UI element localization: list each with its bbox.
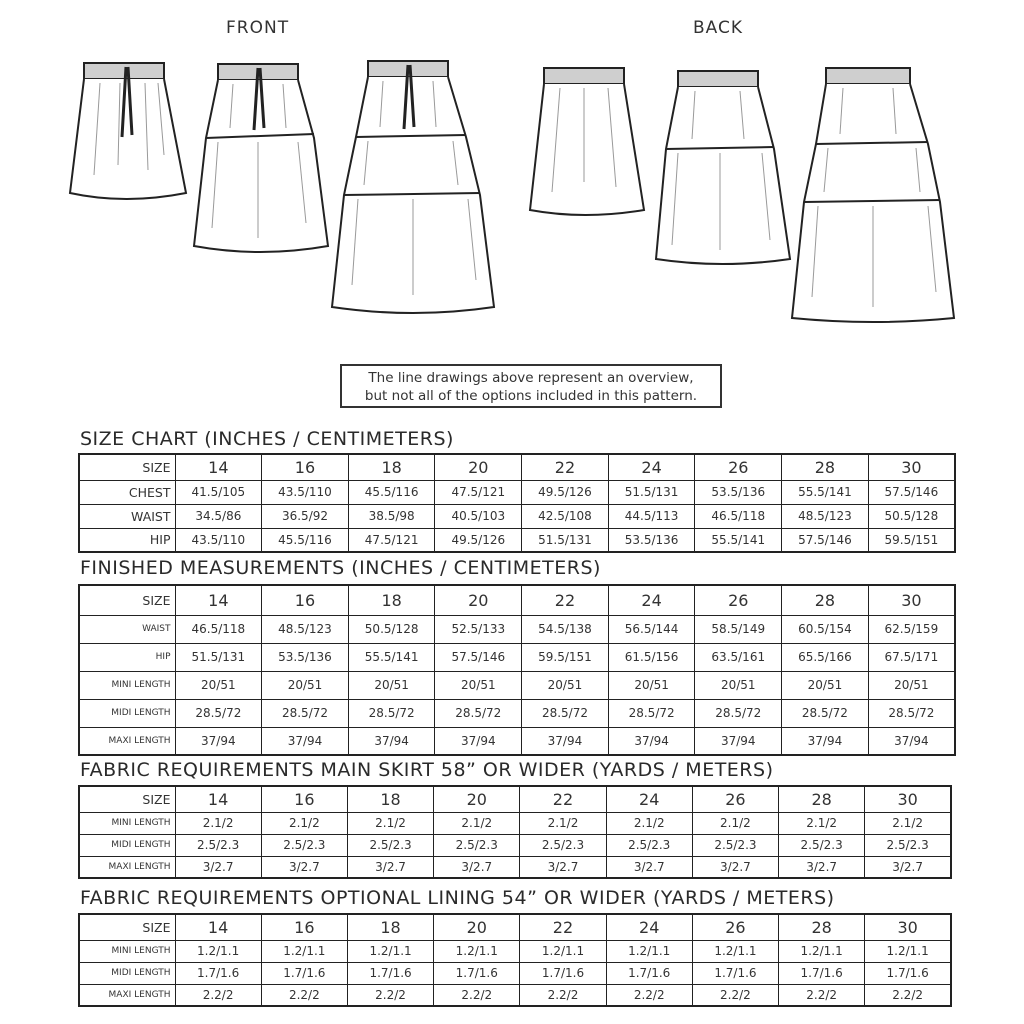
table-cell: 28.5/72 xyxy=(175,699,262,727)
fabric-lining-table xyxy=(78,913,952,1007)
table-cell: 37/94 xyxy=(175,727,262,755)
fabric-main-table xyxy=(78,785,952,879)
size-cell: 30 xyxy=(865,786,951,812)
table-cell: 55.5/141 xyxy=(782,480,869,504)
size-cell: 20 xyxy=(435,585,522,615)
size-cell: 22 xyxy=(522,454,609,480)
table-cell: 3/2.7 xyxy=(606,856,692,878)
overview-note xyxy=(340,364,722,408)
size-cell: 26 xyxy=(695,585,782,615)
table-row xyxy=(79,962,951,984)
table-cell: 20/51 xyxy=(262,671,349,699)
row-label: SIZE xyxy=(79,454,175,480)
size-cell: 24 xyxy=(606,786,692,812)
size-cell: 24 xyxy=(606,914,692,940)
table-cell: 53.5/136 xyxy=(608,528,695,552)
table-cell: 65.5/166 xyxy=(782,643,869,671)
table-cell: 2.5/2.3 xyxy=(347,834,433,856)
table-cell: 59.5/151 xyxy=(868,528,955,552)
table-cell: 1.7/1.6 xyxy=(261,962,347,984)
size-cell: 24 xyxy=(608,454,695,480)
table-cell: 62.5/159 xyxy=(868,615,955,643)
table-row xyxy=(79,812,951,834)
size-cell: 22 xyxy=(522,585,609,615)
overview-note-line-1: The line drawings above represent an overview, xyxy=(368,370,694,386)
front-view-label: FRONT xyxy=(226,18,290,38)
back-mini-skirt-illustration xyxy=(522,62,652,222)
size-cell: 30 xyxy=(868,585,955,615)
table-cell: 37/94 xyxy=(608,727,695,755)
table-cell: 3/2.7 xyxy=(865,856,951,878)
table-cell: 45.5/116 xyxy=(348,480,435,504)
table-cell: 2.5/2.3 xyxy=(779,834,865,856)
table-cell: 2.2/2 xyxy=(865,984,951,1006)
table-cell: 28.5/72 xyxy=(782,699,869,727)
table-cell: 28.5/72 xyxy=(608,699,695,727)
overview-note-line-2: but not all of the options included in this pattern. xyxy=(364,388,698,404)
table-cell: 55.5/141 xyxy=(695,528,782,552)
size-cell: 14 xyxy=(175,914,261,940)
table-cell: 53.5/136 xyxy=(262,643,349,671)
back-midi-skirt-illustration xyxy=(650,65,795,270)
table-row xyxy=(79,480,955,504)
size-chart-title: SIZE CHART (INCHES / CENTIMETERS) xyxy=(80,428,454,450)
table-cell: 20/51 xyxy=(435,671,522,699)
size-chart-table xyxy=(78,453,956,553)
table-cell: 1.7/1.6 xyxy=(779,962,865,984)
table-cell: 2.1/2 xyxy=(261,812,347,834)
size-cell: 18 xyxy=(347,786,433,812)
row-label: SIZE xyxy=(79,914,175,940)
table-cell: 1.2/1.1 xyxy=(347,940,433,962)
table-cell: 2.2/2 xyxy=(779,984,865,1006)
table-cell: 2.2/2 xyxy=(347,984,433,1006)
size-cell: 14 xyxy=(175,786,261,812)
front-maxi-skirt-illustration xyxy=(328,55,498,320)
front-mini-skirt-illustration xyxy=(60,55,200,215)
table-cell: 44.5/113 xyxy=(608,504,695,528)
table-cell: 37/94 xyxy=(782,727,869,755)
size-cell: 22 xyxy=(520,786,606,812)
size-cell: 18 xyxy=(348,585,435,615)
front-midi-skirt-illustration xyxy=(188,58,333,263)
table-cell: 1.7/1.6 xyxy=(520,962,606,984)
table-row xyxy=(79,671,955,699)
table-cell: 20/51 xyxy=(782,671,869,699)
table-row xyxy=(79,727,955,755)
table-cell: 34.5/86 xyxy=(175,504,262,528)
size-cell: 16 xyxy=(261,914,347,940)
table-cell: 59.5/151 xyxy=(522,643,609,671)
size-cell: 22 xyxy=(520,914,606,940)
row-label: SIZE xyxy=(79,786,175,812)
table-cell: 20/51 xyxy=(348,671,435,699)
size-cell: 28 xyxy=(782,454,869,480)
row-label: MIDI LENGTH xyxy=(79,962,175,984)
size-cell: 26 xyxy=(695,454,782,480)
table-cell: 1.2/1.1 xyxy=(779,940,865,962)
table-cell: 2.1/2 xyxy=(865,812,951,834)
size-header-row xyxy=(79,585,955,615)
table-cell: 37/94 xyxy=(868,727,955,755)
table-cell: 56.5/144 xyxy=(608,615,695,643)
table-cell: 1.2/1.1 xyxy=(175,940,261,962)
table-cell: 57.5/146 xyxy=(868,480,955,504)
table-cell: 54.5/138 xyxy=(522,615,609,643)
table-cell: 57.5/146 xyxy=(782,528,869,552)
size-cell: 26 xyxy=(692,914,778,940)
table-cell: 49.5/126 xyxy=(522,480,609,504)
table-cell: 48.5/123 xyxy=(782,504,869,528)
table-cell: 36.5/92 xyxy=(262,504,349,528)
table-cell: 2.2/2 xyxy=(606,984,692,1006)
table-cell: 20/51 xyxy=(695,671,782,699)
table-cell: 3/2.7 xyxy=(175,856,261,878)
table-cell: 2.1/2 xyxy=(779,812,865,834)
table-row xyxy=(79,699,955,727)
size-cell: 14 xyxy=(175,454,262,480)
table-cell: 47.5/121 xyxy=(348,528,435,552)
finished-measurements-title: FINISHED MEASUREMENTS (INCHES / CENTIMETERS) xyxy=(80,557,601,579)
table-cell: 1.7/1.6 xyxy=(347,962,433,984)
fabric-main-title: FABRIC REQUIREMENTS MAIN SKIRT 58” OR WIDER (YARDS / METERS) xyxy=(80,759,774,781)
table-row xyxy=(79,504,955,528)
table-cell: 1.2/1.1 xyxy=(434,940,520,962)
size-cell: 28 xyxy=(779,786,865,812)
table-cell: 1.7/1.6 xyxy=(434,962,520,984)
table-cell: 37/94 xyxy=(435,727,522,755)
table-cell: 61.5/156 xyxy=(608,643,695,671)
table-cell: 2.5/2.3 xyxy=(434,834,520,856)
table-cell: 51.5/131 xyxy=(175,643,262,671)
row-label: WAIST xyxy=(79,504,175,528)
table-cell: 3/2.7 xyxy=(261,856,347,878)
table-cell: 60.5/154 xyxy=(782,615,869,643)
table-cell: 53.5/136 xyxy=(695,480,782,504)
table-cell: 1.7/1.6 xyxy=(865,962,951,984)
table-row xyxy=(79,834,951,856)
table-cell: 2.2/2 xyxy=(261,984,347,1006)
table-cell: 2.2/2 xyxy=(434,984,520,1006)
table-cell: 28.5/72 xyxy=(868,699,955,727)
table-row xyxy=(79,856,951,878)
row-label: MINI LENGTH xyxy=(79,671,175,699)
table-cell: 46.5/118 xyxy=(175,615,262,643)
table-cell: 2.1/2 xyxy=(520,812,606,834)
table-row xyxy=(79,940,951,962)
table-cell: 67.5/171 xyxy=(868,643,955,671)
table-cell: 3/2.7 xyxy=(520,856,606,878)
table-cell: 1.2/1.1 xyxy=(606,940,692,962)
table-cell: 3/2.7 xyxy=(434,856,520,878)
table-cell: 63.5/161 xyxy=(695,643,782,671)
table-cell: 3/2.7 xyxy=(779,856,865,878)
size-cell: 28 xyxy=(779,914,865,940)
size-cell: 30 xyxy=(868,454,955,480)
table-cell: 51.5/131 xyxy=(522,528,609,552)
table-cell: 2.5/2.3 xyxy=(175,834,261,856)
table-cell: 20/51 xyxy=(175,671,262,699)
table-cell: 2.2/2 xyxy=(175,984,261,1006)
table-cell: 2.1/2 xyxy=(434,812,520,834)
table-cell: 46.5/118 xyxy=(695,504,782,528)
table-cell: 37/94 xyxy=(522,727,609,755)
size-cell: 14 xyxy=(175,585,262,615)
size-cell: 18 xyxy=(347,914,433,940)
table-row xyxy=(79,984,951,1006)
size-header-row xyxy=(79,914,951,940)
table-cell: 40.5/103 xyxy=(435,504,522,528)
table-cell: 47.5/121 xyxy=(435,480,522,504)
table-cell: 20/51 xyxy=(608,671,695,699)
row-label: MAXI LENGTH xyxy=(79,984,175,1006)
row-label: SIZE xyxy=(79,585,175,615)
table-cell: 2.5/2.3 xyxy=(261,834,347,856)
table-cell: 55.5/141 xyxy=(348,643,435,671)
row-label: MINI LENGTH xyxy=(79,940,175,962)
table-row xyxy=(79,615,955,643)
table-cell: 2.5/2.3 xyxy=(692,834,778,856)
size-cell: 28 xyxy=(782,585,869,615)
table-cell: 37/94 xyxy=(262,727,349,755)
table-cell: 43.5/110 xyxy=(175,528,262,552)
row-label: WAIST xyxy=(79,615,175,643)
table-cell: 1.7/1.6 xyxy=(692,962,778,984)
table-cell: 45.5/116 xyxy=(262,528,349,552)
size-cell: 16 xyxy=(262,454,349,480)
table-row xyxy=(79,643,955,671)
table-row xyxy=(79,528,955,552)
size-cell: 20 xyxy=(434,786,520,812)
size-cell: 20 xyxy=(434,914,520,940)
size-cell: 16 xyxy=(262,585,349,615)
table-cell: 28.5/72 xyxy=(435,699,522,727)
table-cell: 49.5/126 xyxy=(435,528,522,552)
table-cell: 2.5/2.3 xyxy=(865,834,951,856)
table-cell: 1.7/1.6 xyxy=(606,962,692,984)
table-cell: 3/2.7 xyxy=(692,856,778,878)
table-cell: 57.5/146 xyxy=(435,643,522,671)
row-label: MIDI LENGTH xyxy=(79,834,175,856)
table-cell: 2.1/2 xyxy=(692,812,778,834)
table-cell: 37/94 xyxy=(348,727,435,755)
table-cell: 58.5/149 xyxy=(695,615,782,643)
table-cell: 43.5/110 xyxy=(262,480,349,504)
row-label: HIP xyxy=(79,528,175,552)
table-cell: 48.5/123 xyxy=(262,615,349,643)
table-cell: 42.5/108 xyxy=(522,504,609,528)
size-cell: 24 xyxy=(608,585,695,615)
table-cell: 37/94 xyxy=(695,727,782,755)
table-cell: 2.1/2 xyxy=(175,812,261,834)
row-label: MAXI LENGTH xyxy=(79,856,175,878)
table-cell: 28.5/72 xyxy=(348,699,435,727)
size-cell: 30 xyxy=(865,914,951,940)
table-cell: 41.5/105 xyxy=(175,480,262,504)
table-cell: 1.2/1.1 xyxy=(692,940,778,962)
fabric-lining-title: FABRIC REQUIREMENTS OPTIONAL LINING 54” OR WIDER (YARDS / METERS) xyxy=(80,887,835,909)
table-cell: 50.5/128 xyxy=(868,504,955,528)
row-label: MINI LENGTH xyxy=(79,812,175,834)
size-cell: 26 xyxy=(692,786,778,812)
back-view-label: BACK xyxy=(693,18,744,38)
size-cell: 18 xyxy=(348,454,435,480)
size-cell: 20 xyxy=(435,454,522,480)
back-maxi-skirt-illustration xyxy=(788,62,958,327)
table-cell: 20/51 xyxy=(868,671,955,699)
table-cell: 2.2/2 xyxy=(520,984,606,1006)
row-label: HIP xyxy=(79,643,175,671)
table-cell: 28.5/72 xyxy=(262,699,349,727)
finished-measurements-table xyxy=(78,584,956,756)
table-cell: 28.5/72 xyxy=(695,699,782,727)
size-header-row xyxy=(79,786,951,812)
table-cell: 2.5/2.3 xyxy=(606,834,692,856)
table-cell: 2.1/2 xyxy=(347,812,433,834)
row-label: MAXI LENGTH xyxy=(79,727,175,755)
table-cell: 2.5/2.3 xyxy=(520,834,606,856)
table-cell: 1.2/1.1 xyxy=(520,940,606,962)
row-label: MIDI LENGTH xyxy=(79,699,175,727)
table-cell: 2.1/2 xyxy=(606,812,692,834)
table-cell: 1.2/1.1 xyxy=(865,940,951,962)
table-cell: 52.5/133 xyxy=(435,615,522,643)
table-cell: 38.5/98 xyxy=(348,504,435,528)
table-cell: 20/51 xyxy=(522,671,609,699)
row-label: CHEST xyxy=(79,480,175,504)
table-cell: 1.2/1.1 xyxy=(261,940,347,962)
table-cell: 3/2.7 xyxy=(347,856,433,878)
table-cell: 28.5/72 xyxy=(522,699,609,727)
table-cell: 2.2/2 xyxy=(692,984,778,1006)
size-cell: 16 xyxy=(261,786,347,812)
table-cell: 51.5/131 xyxy=(608,480,695,504)
size-header-row xyxy=(79,454,955,480)
table-cell: 1.7/1.6 xyxy=(175,962,261,984)
table-cell: 50.5/128 xyxy=(348,615,435,643)
